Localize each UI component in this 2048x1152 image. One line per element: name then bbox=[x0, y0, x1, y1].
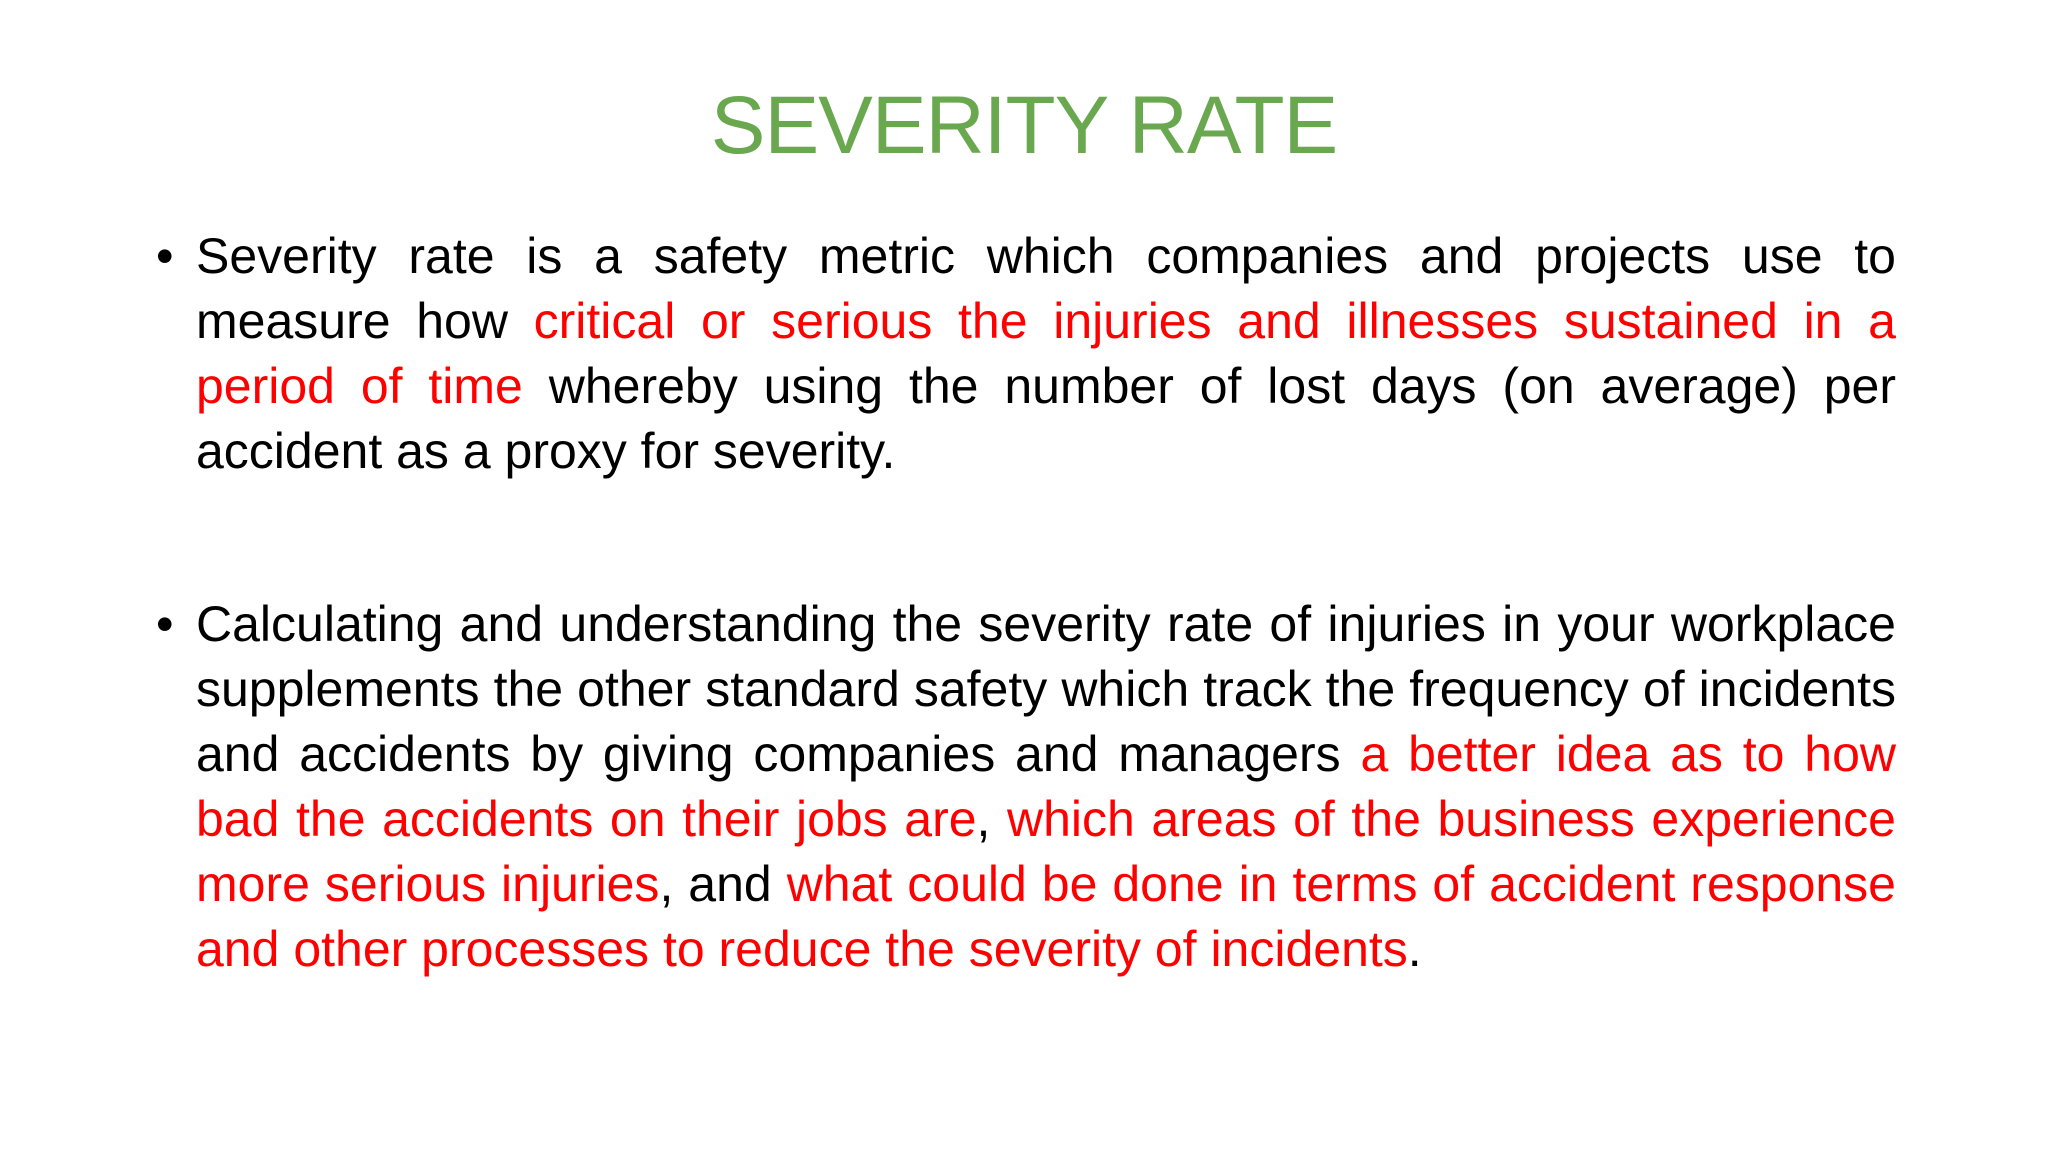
bullet-dot-icon: • bbox=[156, 596, 174, 652]
text-segment: whereby using the number of lost days (on average) per accident as a proxy for severity. bbox=[196, 358, 1897, 479]
bullet-dot-icon: • bbox=[156, 228, 174, 284]
text-segment: . bbox=[1407, 921, 1422, 977]
text-segment: Calculating and understanding the severity rate of injuries in your workplace supplements the other standard safety which track the frequency of incidents and accidents by giving companies and managers bbox=[196, 596, 1896, 782]
highlighted-text-segment: which areas of the business experience more serious injuries bbox=[196, 791, 1896, 912]
highlighted-text-segment: a better idea as to how bad the accidents on their jobs are bbox=[196, 726, 1896, 847]
bullet-paragraph-1 bbox=[156, 224, 1897, 484]
highlighted-text-segment: what could be done in terms of accident response and other processes to reduce the severity of incidents bbox=[196, 856, 1896, 977]
bullet-paragraph-2 bbox=[156, 592, 1896, 982]
text-segment: Severity rate is a safety metric which companies and projects use to measure how bbox=[196, 228, 1896, 349]
highlighted-text-segment: critical or serious the injuries and illnesses sustained in a period of time bbox=[196, 293, 1896, 414]
text-segment: , and bbox=[659, 856, 787, 912]
slide-title: SEVERITY RATE bbox=[710, 80, 1338, 171]
text-segment: , bbox=[976, 791, 1008, 847]
